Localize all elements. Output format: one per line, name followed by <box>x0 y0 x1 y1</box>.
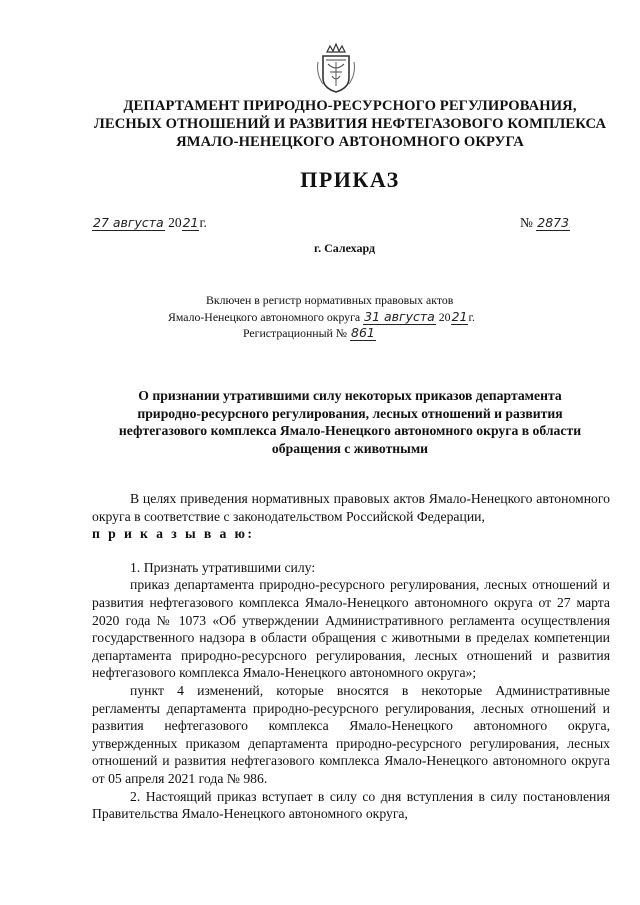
document-type-title: ПРИКАЗ <box>300 167 400 192</box>
registry-line-1: Включен в регистр нормативных правовых актов <box>206 293 454 307</box>
order-number-handwritten: 2873 <box>537 215 570 230</box>
order-year-prefix: 20 <box>168 215 182 230</box>
order-word <box>92 525 610 543</box>
registry-line-2-prefix: Ямало-Ненецкого автономного округа <box>168 309 361 324</box>
department-line-1: ДЕПАРТАМЕНТ ПРИРОДНО-РЕСУРСНОГО РЕГУЛИРОВАНИЯ, <box>123 98 577 114</box>
registry-year-prefix: 20 <box>438 309 451 324</box>
registry-stamp <box>168 292 475 342</box>
department-name <box>0 97 640 151</box>
item-2-paragraph: 2. Настоящий приказ вступает в силу со дня вступления в силу постановления Правительства Ямало-Ненецкого автономного округа, <box>92 788 610 822</box>
order-date-handwritten: 27 августа <box>93 215 164 230</box>
title-line-2: природно-ресурсного регулирования, лесных отношений и развития <box>137 405 563 421</box>
order-body <box>92 490 610 823</box>
registry-year-suffix: г. <box>468 309 475 324</box>
registry-date-handwritten: 31 августа <box>364 308 435 324</box>
registry-year-handwritten: 21 <box>451 308 468 324</box>
department-line-3: ЯМАЛО-НЕНЕЦКОГО АВТОНОМНОГО ОКРУГА <box>176 134 524 150</box>
coat-of-arms-emblem-icon <box>315 42 357 94</box>
item-1-paragraph-1: приказ департамента природно-ресурсного регулирования, лесных отношений и развития нефтегазового комплекса Ямало-Ненецкого автономного округа от 27 марта 2020 года № 1073 «Об утверждении Административного регламента осуществления государственного надзора в области обращения с животными в пределах компетенции департамента природно-ресурсного регулирования, лесных отношений и развития нефтегазового комплекса Ямало-Ненецкого автономного округа»; <box>92 577 610 681</box>
order-date <box>92 215 207 231</box>
item-1-heading: 1. Признать утратившими силу: <box>130 559 316 575</box>
city: г. Салехард <box>314 241 376 255</box>
registry-number-handwritten: 861 <box>351 325 375 340</box>
order-number-label: № <box>520 215 533 230</box>
order-number <box>520 215 570 231</box>
order-title <box>0 387 640 457</box>
title-line-1: О признании утратившими силу некоторых приказов департамента <box>138 388 562 403</box>
department-line-2: ЛЕСНЫХ ОТНОШЕНИЙ И РАЗВИТИЯ НЕФТЕГАЗОВОГО КОМПЛЕКСА <box>93 116 607 132</box>
order-word-text: п р и к а з ы в а ю: <box>92 526 255 542</box>
title-line-4: обращения с животными <box>271 440 429 456</box>
title-line-3: нефтегазового комплекса Ямало-Ненецкого автономного округа в области <box>118 423 582 438</box>
registry-line-2 <box>168 309 475 326</box>
preamble-paragraph: В целях приведения нормативных правовых актов Ямало-Ненецкого автономного округа в соответствие с законодательством Российской Федерации, <box>92 491 610 524</box>
registry-line-3 <box>168 325 475 342</box>
registry-number-label: Регистрационный № <box>243 326 348 340</box>
order-year-suffix: г. <box>199 215 207 230</box>
item-1-paragraph-2: пункт 4 изменений, которые вносятся в некоторые Административные регламенты департамента природно-ресурсного регулирования, лесных отношений и развития нефтегазового комплекса Ямало-Ненецкого автономного округа, утвержденных приказом департамента природно-ресурсного регулирования, лесных отношений и развития нефтегазового комплекса Ямало-Ненецкого автономного округа от 05 апреля 2021 года № 986. <box>92 682 610 786</box>
order-year-handwritten: 21 <box>182 215 199 230</box>
